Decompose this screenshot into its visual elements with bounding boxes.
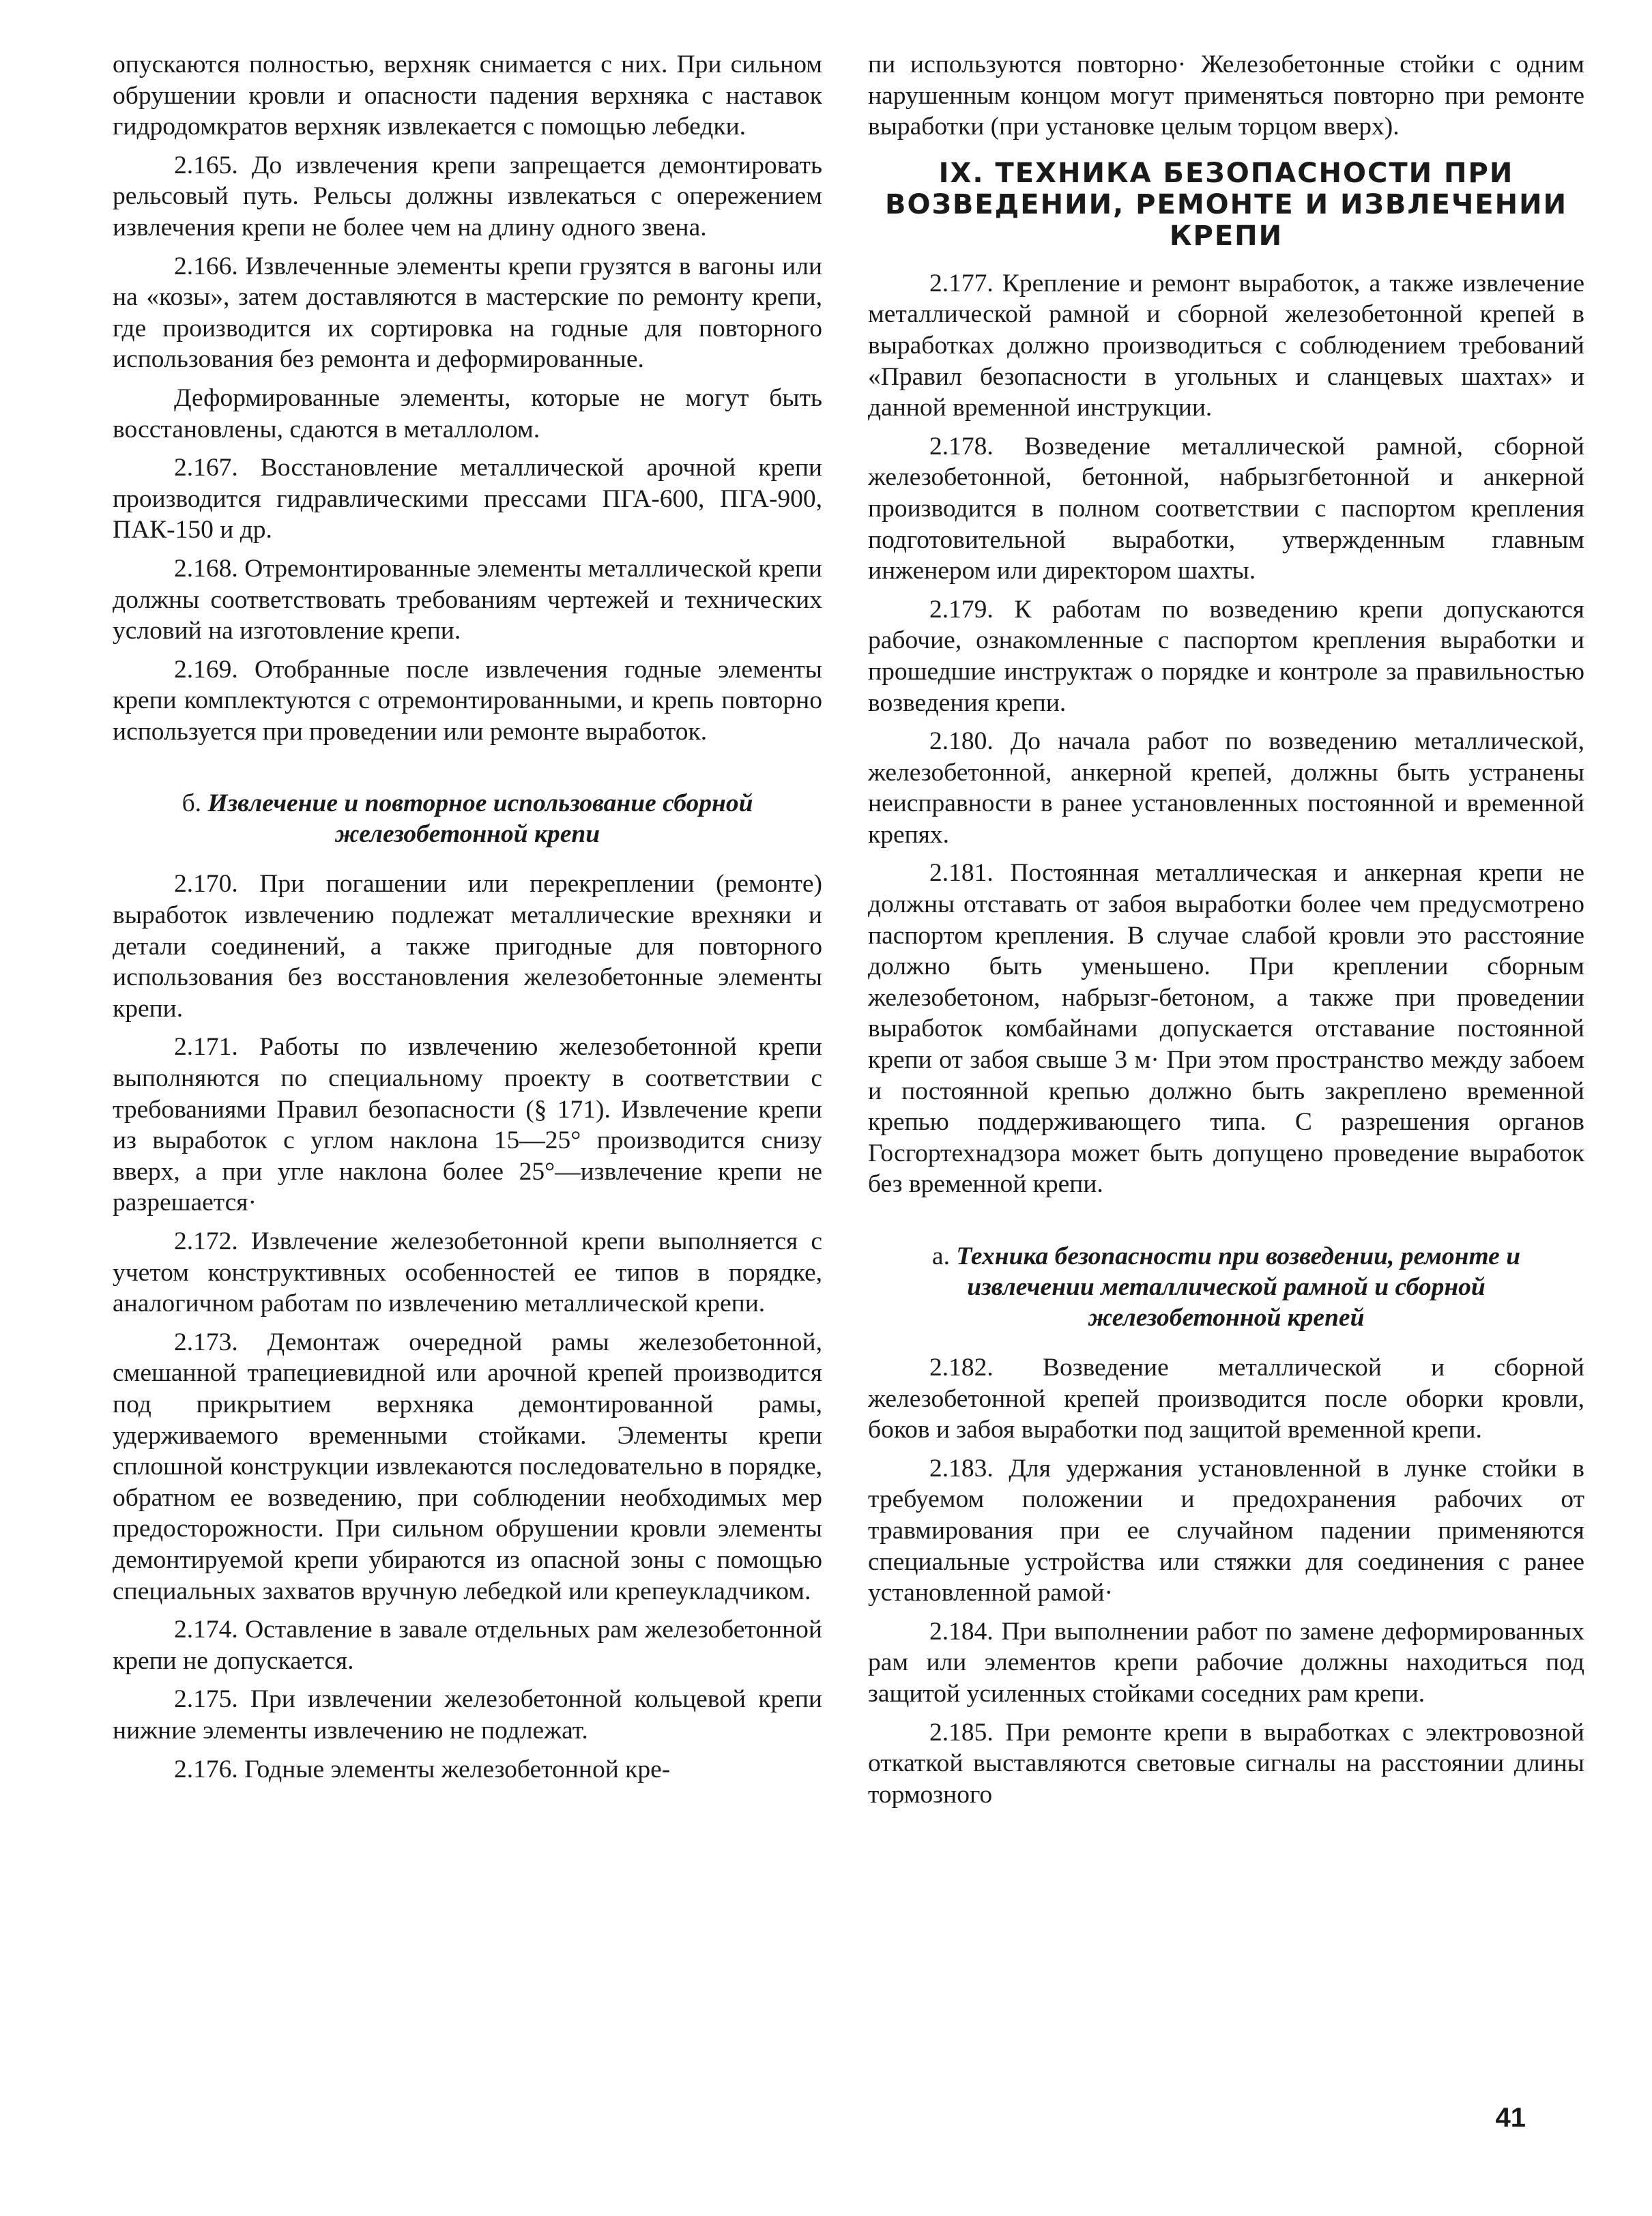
subsection-b-heading bbox=[113, 788, 822, 849]
subsection-b-title: Извлечение и повторное использование сборной железобетонной крепи bbox=[207, 789, 753, 849]
subsection-a-heading bbox=[868, 1241, 1584, 1333]
paragraph-2-177: 2.177. Крепление и ремонт выработок, а также извлечение металлической рамной и сборной железобетонной крепей в выработках должно производиться с соблюдением требований «Правил безопасности в угольных и сланцевых шахтах» и данной временной инструкции. bbox=[868, 269, 1584, 422]
paragraph-2-179: 2.179. К работам по возведению крепи допускаются рабочие, ознакомленные с паспортом крепления выработки и прошедшие инструктаж о порядке и контроле за правильностью возведения крепи. bbox=[868, 595, 1584, 717]
paragraph-2-173: 2.173. Демонтаж очередной рамы железобетонной, смешанной трапециевидной или арочной крепей производится под прикрытием верхняка демонтированной рамы, удерживаемого временными стойками. Элементы крепи сплошной конструкции извлекаются последовательно в порядке, обратном ее возведению, при соблюдении необходимых мер предосторожности. При сильном обрушении кровли элементы демонтируемой крепи убираются из опасной зоны с помощью специальных захватов вручную лебедкой или крепеукладчиком. bbox=[113, 1328, 822, 1605]
paragraph-2-180: 2.180. До начала работ по возведению металлической, железобетонной, анкерной крепей, должны быть устранены неисправности в ранее установленных постоянной и временной крепях. bbox=[868, 727, 1584, 849]
paragraph-2-166: 2.166. Извлеченные элементы крепи грузятся в вагоны или на «козы», затем доставляются в мастерские по ремонту крепи, где производится их сортировка на годные для повторного использования без ремонта и деформированные. bbox=[113, 252, 822, 374]
paragraph-2-184: 2.184. При выполнении работ по замене деформированных рам или элементов крепи рабочие должны находиться под защитой усиленных стойками соседних рам крепи. bbox=[868, 1617, 1584, 1708]
right-column bbox=[868, 49, 1584, 1810]
paragraph-2-182: 2.182. Возведение металлической и сборной железобетонной крепей производится после оборки кровли, боков и забоя выработки под защитой временной крепи. bbox=[868, 1354, 1584, 1444]
page-number: 41 bbox=[1495, 2103, 1526, 2133]
subsection-b-letter: б. bbox=[182, 789, 202, 818]
paragraph-2-167: 2.167. Восстановление металлической арочной крепи производится гидравлическими прессами ПГА-600, ПГА-900, ПАК-150 и др. bbox=[113, 454, 822, 544]
paragraph-2-176: 2.176. Годные элементы железобетонной кре- bbox=[174, 1755, 671, 1783]
paragraph-2-181: 2.181. Постоянная металлическая и анкерная крепи не должны отставать от забоя выработки более чем предусмотрено паспортом крепления. В случае слабой кровли это расстояние должно быть уменьшено. При креплении сборным железобетоном, набрызг-бетоном, а также при проведении выработок комбайнами допускается отставание постоянной крепи от забоя свыше 3 м· При этом пространство между забоем и постоянной крепью должно быть закреплено временной крепью поддерживающего типа. С разрешения органов Госгортехнадзора может быть допущено проведение выработок без временной крепи. bbox=[868, 859, 1584, 1199]
paragraph-2-165: 2.165. До извлечения крепи запрещается демонтировать рельсовый путь. Рельсы должны извлекаться с опережением извлечения крепи не более чем на длину одного звена. bbox=[113, 151, 822, 242]
paragraph-2-183: 2.183. Для удержания установленной в лунке стойки в требуемом положении и предохранения рабочих от травмирования при ее случайном падении применяются специальные устройства или стяжки для соединения с ранее установленной рамой· bbox=[868, 1454, 1584, 1607]
subsection-a-letter: а. bbox=[931, 1242, 950, 1270]
paragraph-continued: опускаются полностью, верхняк снимается с них. При сильном обрушении кровли и опасности падения верхняка с наставок гидродомкратов верхняк извлекается с помощью лебедки. bbox=[113, 50, 822, 141]
paragraph-2-175: 2.175. При извлечении железобетонной кольцевой крепи нижние элементы извлечению не подлежат. bbox=[113, 1685, 822, 1745]
paragraph-2-172: 2.172. Извлечение железобетонной крепи выполняется с учетом конструктивных особенностей ее типов в порядке, аналогичном работам по извлечению металлической крепи. bbox=[113, 1227, 822, 1318]
section-ix-title: IX. ТЕХНИКА БЕЗОПАСНОСТИ ПРИ ВОЗВЕДЕНИИ, РЕМОНТЕ И ИЗВЛЕЧЕНИИ КРЕПИ bbox=[884, 157, 1568, 252]
paragraph-2-185: 2.185. При ремонте крепи в выработках с электровозной откаткой выставляются световые сигналы на расстоянии длины тормозного bbox=[868, 1718, 1584, 1809]
paragraph-2-170: 2.170. При погашении или перекреплении (ремонте) выработок извлечению подлежат металлические врехняки и детали соединений, а также пригодные для повторного использования без восстановления железобетонные элементы крепи. bbox=[113, 870, 822, 1023]
left-column bbox=[113, 49, 822, 1785]
paragraph-2-171: 2.171. Работы по извлечению железобетонной крепи выполняются по специальному проекту в соответствии с требованиями Правил безопасности (§ 171). Извлечение крепи из выработок с углом наклона 15—25° производится снизу вверх, а при угле наклона более 25°—извлечение крепи не разрешается· bbox=[113, 1033, 822, 1217]
paragraph-2-178: 2.178. Возведение металлической рамной, сборной железобетонной, бетонной, набрызгбетонной и анкерной производится в полном соответствии с паспортом крепления подготовительной выработки, утвержденным главным инженером или директором шахты. bbox=[868, 432, 1584, 585]
paragraph-2-169: 2.169. Отобранные после извлечения годные элементы крепи комплектуются с отремонтированными, и крепь повторно используется при проведении или ремонте выработок. bbox=[113, 655, 822, 746]
paragraph-continued: пи используются повторно· Железобетонные стойки с одним нарушенным концом могут применяться повторно при ремонте выработки (при установке целым торцом вверх). bbox=[868, 50, 1584, 141]
paragraph-2-174: 2.174. Оставление в завале отдельных рам железобетонной крепи не допускается. bbox=[113, 1616, 822, 1675]
paragraph-2-168: 2.168. Отремонтированные элементы металлической крепи должны соответствовать требованиям чертежей и технических условий на изготовление крепи. bbox=[113, 554, 822, 645]
subsection-a-title: Техника безопасности при возведении, ремонте и извлечении металлической рамной и сборной железобетонной крепей bbox=[956, 1242, 1521, 1332]
paragraph-deformed-elements: Деформированные элементы, которые не могут быть восстановлены, сдаются в металлолом. bbox=[113, 383, 822, 443]
